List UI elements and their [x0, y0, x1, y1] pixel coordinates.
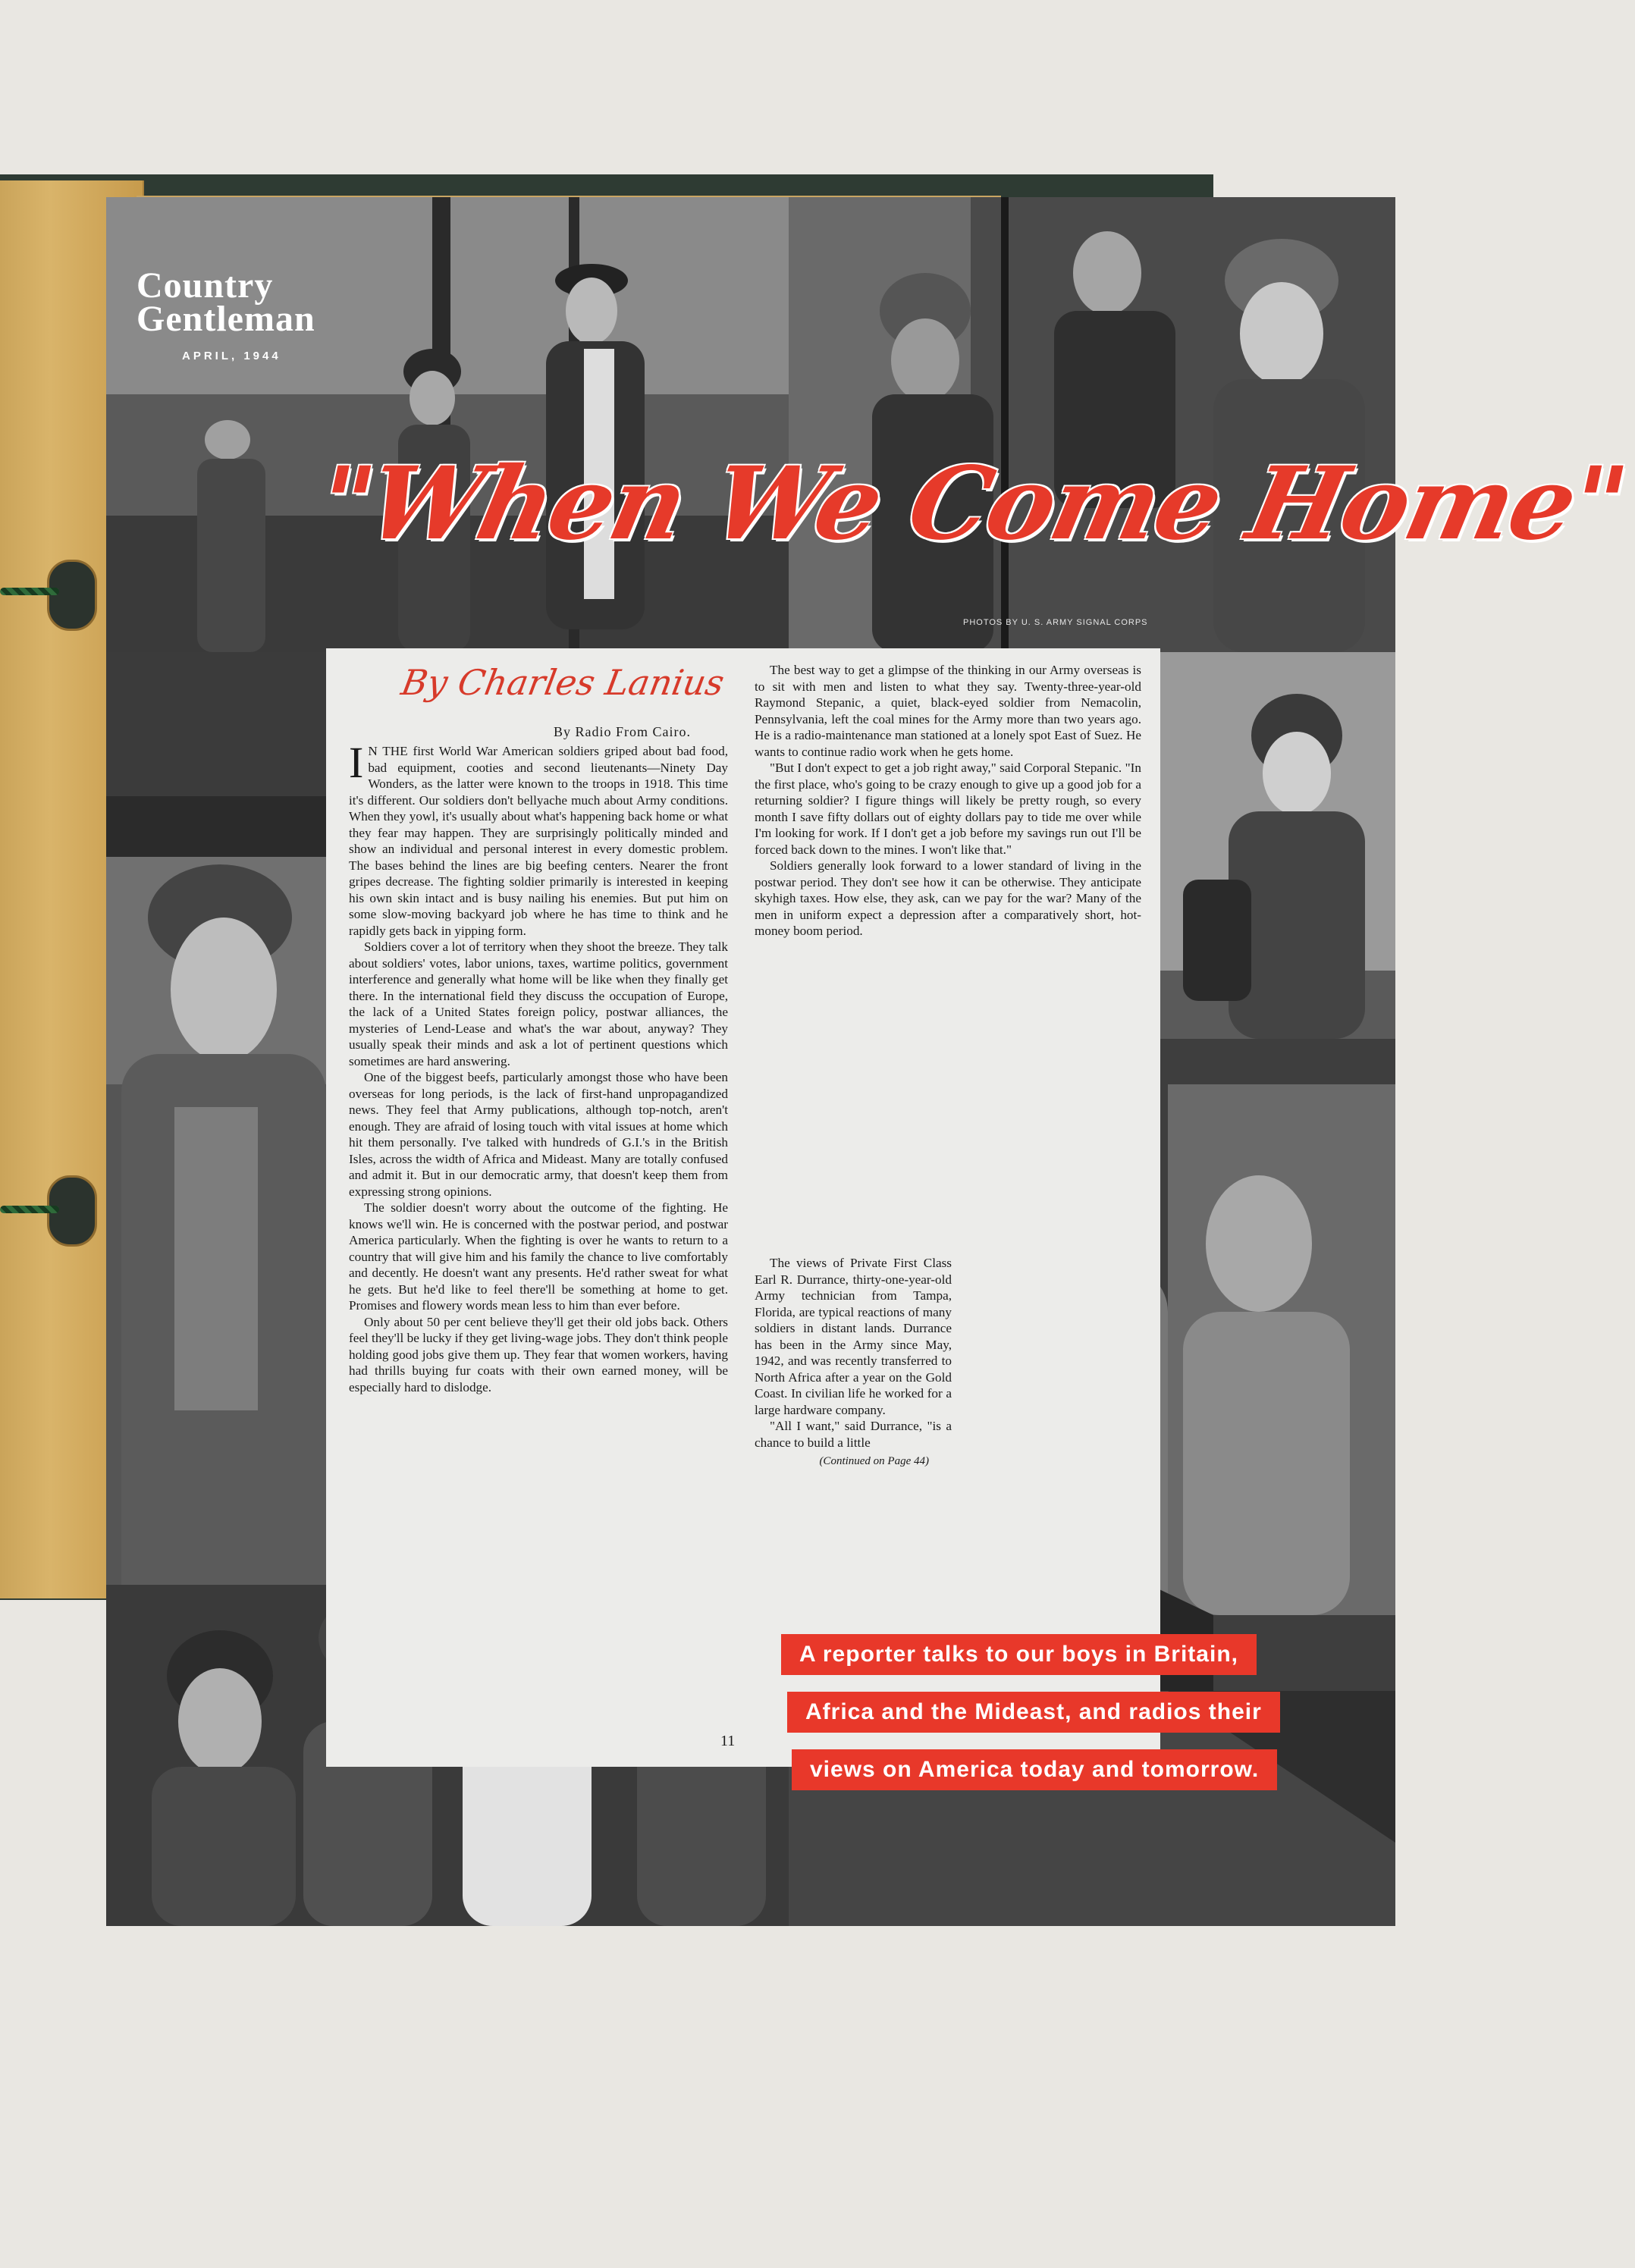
paragraph: IN THE first World War American soldiers griped about bad food, bad equipment, cooties and second lieutenants—Ninety Day Wonders, as the latter were known to the troops in 1918. This time it's different. Our soldiers don't bellyache much about Army conditions. When they yowl, it's usually about what's happening back home or what they fear may happen. They are surprisingly politically minded and show an individual and personal interest in every domestic problem. The bases behind the lines are big beefing centers. Nearer the front gripes decrease. The fighting soldier primarily is interested in keeping his own skin intact and is busy nailing his enemies. But put him on some slow-moving backyard job where he has time to think and he rapidly gets back in yipping form.	[349, 738, 728, 938]
article-panel	[326, 648, 1160, 1767]
caption-line-2: Africa and the Mideast, and radios their	[787, 1692, 1280, 1733]
paragraph: The views of Private First Class Earl R. Durrance, thirty-one-year-old Army technician from Tampa, Florida, are typical reactions of many soldiers in distant lands. Durrance has been in the Army since May, 1942, and was recently transferred to North Africa after a year on the Gold Coast. In civilian life he worked for a large hardware company.	[755, 1256, 952, 1417]
page-number: 11	[720, 1733, 736, 1749]
paragraph: Soldiers generally look forward to a lower standard of living in the postwar period. They don't see how it can be otherwise. They anticipate skyhigh taxes. How else, they ask, can we pay for the war? Many of the men in uniform expect a depression after a comparatively short, hot-money boom period.	[755, 858, 1141, 938]
photo-soldiers-resting	[789, 197, 1395, 652]
photo-soldier-helmet	[106, 857, 334, 1661]
caption-line-3: views on America today and tomorrow.	[792, 1749, 1277, 1790]
photo-credit: PHOTOS BY U. S. ARMY SIGNAL CORPS	[963, 618, 1148, 627]
masthead-title	[137, 265, 447, 339]
binder-string-bottom	[0, 1206, 59, 1213]
article-headline: "When We Come Home"	[307, 445, 1635, 563]
paragraph: The soldier doesn't worry about the outcome of the fighting. He knows we'll win. He is concerned with the postwar period, and postwar America particularly. When the fighting is over he wants to return to a country that will give him and his family the chance to live comfortably and decently. He doesn't want any presents. He'd rather sweat for what he gets. But he'd like to feel there'll be something at home to get. Promises and flowery words mean less to him than ever before.	[349, 1200, 728, 1313]
caption-line-1: A reporter talks to our boys in Britain,	[781, 1634, 1257, 1675]
byline: By Charles Lanius	[398, 662, 728, 703]
magazine-page	[106, 197, 1635, 1926]
photo-caption	[781, 1634, 1373, 1807]
photo-soldier-radio	[1160, 652, 1395, 1084]
binder-string-top	[0, 588, 59, 595]
paragraph: Soldiers cover a lot of territory when they shoot the breeze. They talk about soldiers' votes, labor unions, taxes, wartime politics, government interference and generally what home will be like when they finally get there. In the international field they discuss the occupation of Europe, the lack of a United States foreign policy, postwar alliances, the mysteries of Lend-Lease and what's the war about, anyway? They usually speak their minds and ask a lot of pertinent questions which sometimes are hard answering.	[349, 940, 728, 1068]
article-column-1	[349, 738, 728, 1744]
article-column-2	[755, 662, 1141, 1253]
paragraph: "All I want," said Durrance, "is a chance to build a little	[755, 1419, 952, 1450]
paragraph: The best way to get a glimpse of the thinking in our Army overseas is to sit with men and listen to what they say. Twenty-three-year-old Raymond Stepanic, a quiet, black-eyed soldier from Nemacolin, Pennsylvania, left the coal mines for the Army more than two years ago. He is a radio-maintenance man stationed at a lonely spot East of Suez. He wants to continue radio work when he gets home.	[755, 663, 1141, 759]
masthead-title-line2: Gentleman	[137, 299, 315, 339]
continued-note: (Continued on Page 44)	[819, 1455, 929, 1467]
dateline: By Radio From Cairo.	[554, 724, 691, 739]
paragraph: One of the biggest beefs, particularly amongst those who have been overseas for long periods, is the lack of first-hand unpropagandized news. They feel that Army publications, although top-notch, aren't enough. They are afraid of losing touch with vital issues at home which hit them personally. I've talked with hundreds of G.I.'s in the British Isles, across the width of Africa and Mideast. Many are totally confused and admit it. But in our democratic army, that doesn't keep them from expressing strong opinions.	[349, 1070, 728, 1199]
masthead-title-line1: Country	[137, 265, 274, 306]
paragraph: "But I don't expect to get a job right away," said Corporal Stepanic. "In the first place, who's going to be crazy enough to give up a good job for a returning soldier? I figure things will likely be pretty rough, so every month I save fifty dollars out of eighty dollars pay to tide me over while I'm looking for work. If I don't get a job before my savings run out I'll be forced back down to the mines. I won't like that."	[755, 761, 1141, 857]
masthead	[137, 265, 447, 391]
issue-date: APRIL, 1944	[182, 350, 281, 362]
paragraph: Only about 50 per cent believe they'll get their old jobs back. Others feel they'll be lucky if they get living-wage jobs. They don't think people holding good jobs give them up. They fear that women workers, having had thrills buying fur coats with their own earned money, will be especially hard to dislodge.	[349, 1314, 728, 1394]
article-column-2-narrow	[755, 1255, 952, 1573]
binder-hole-top	[47, 560, 97, 631]
